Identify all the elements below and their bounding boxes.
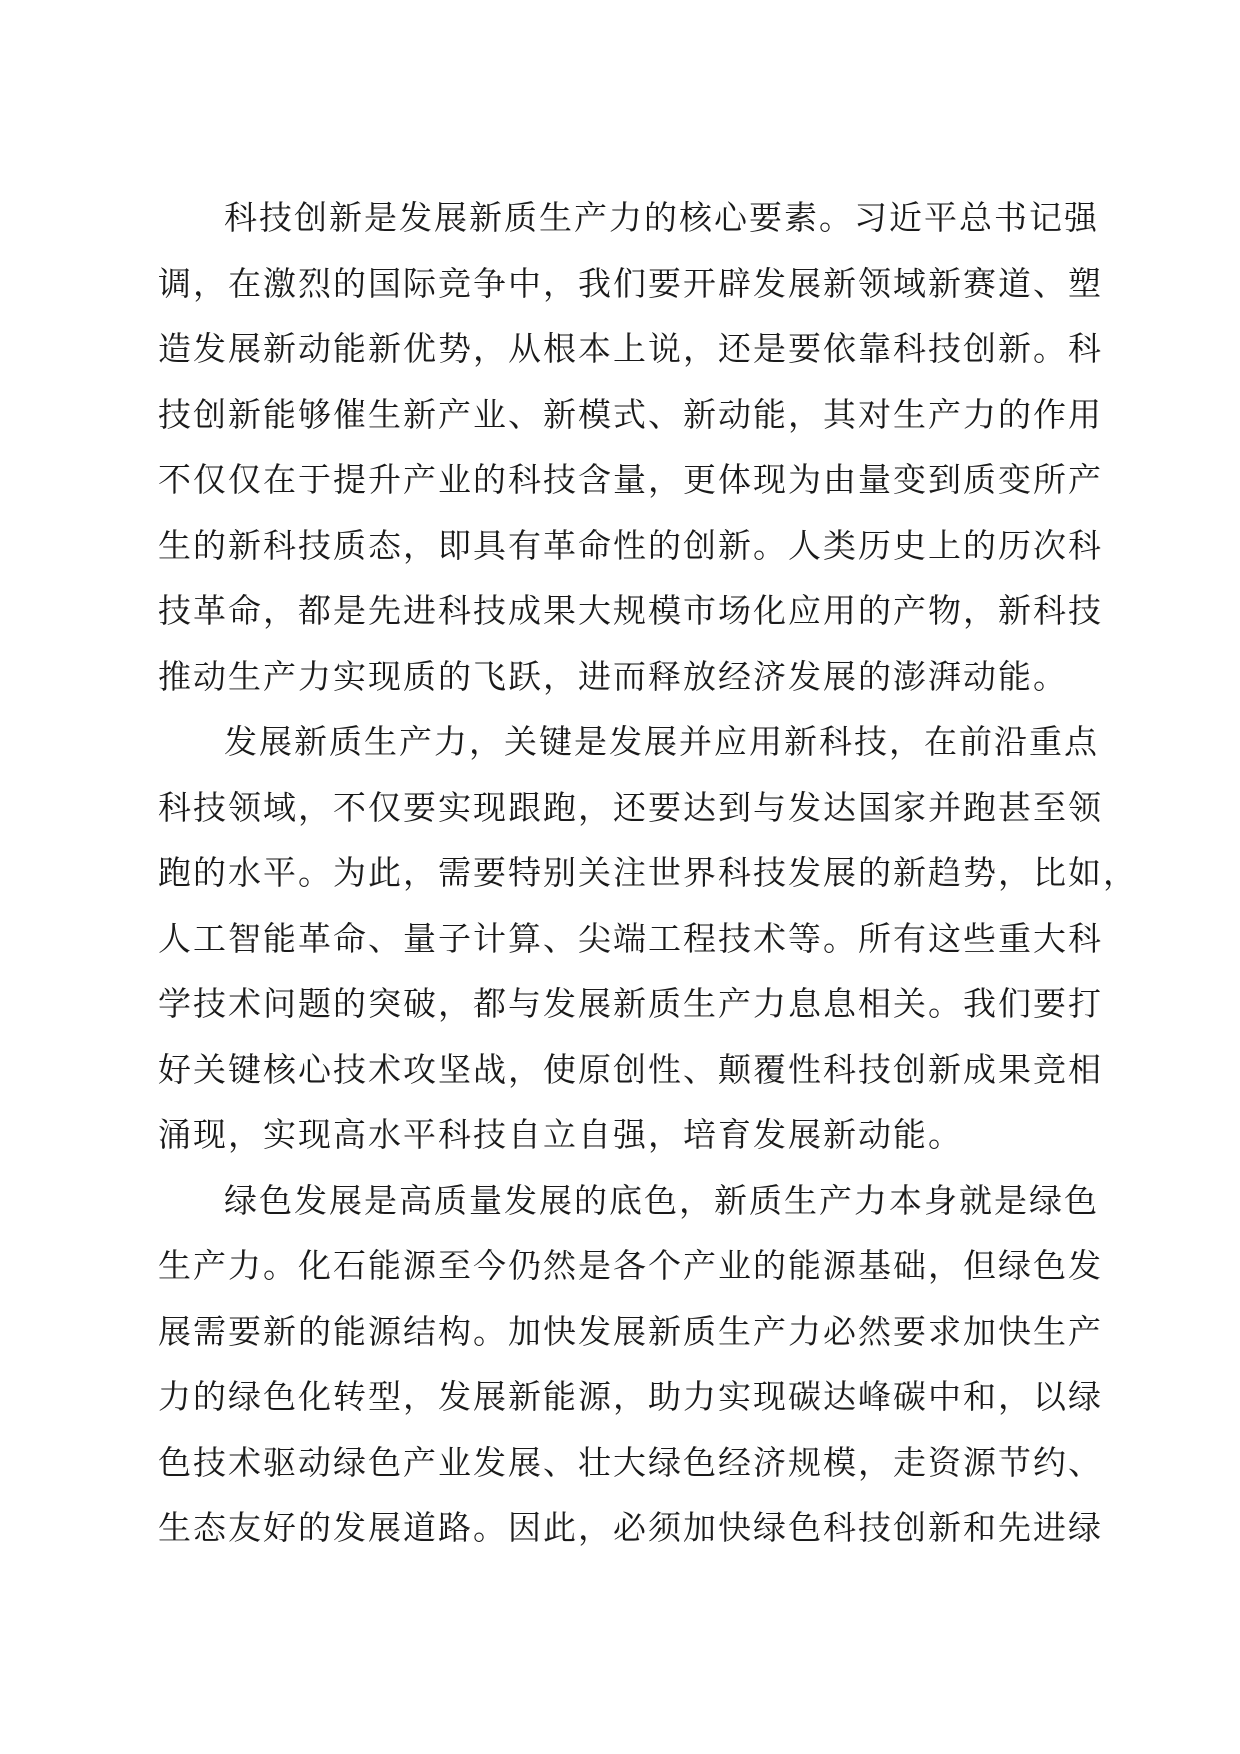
- text-line: 调，在激烈的国际竞争中，我们要开辟发展新领域新赛道、塑: [158, 263, 1103, 303]
- text-line: 发展新质生产力，关键是发展并应用新科技，在前沿重点: [224, 722, 1099, 761]
- text-line: 不仅仅在于提升产业的科技含量，更体现为由量变到质变所产: [158, 460, 1103, 499]
- text-line: 好关键核心技术攻坚战，使原创性、颠覆性科技创新成果竞相: [158, 1049, 1103, 1089]
- text-line: 科技领域，不仅要实现跟跑，还要达到与发达国家并跑甚至领: [158, 787, 1103, 827]
- text-line: 生态友好的发展道路。因此，必须加快绿色科技创新和先进绿: [158, 1508, 1103, 1547]
- text-line: 跑的水平。为此，需要特别关注世界科技发展的新趋势，比如，: [158, 853, 1138, 892]
- text-line: 色技术驱动绿色产业发展、壮大绿色经济规模，走资源节约、: [158, 1442, 1103, 1482]
- text-line: 学技术问题的突破，都与发展新质生产力息息相关。我们要打: [158, 984, 1103, 1023]
- text-line: 涌现，实现高水平科技自立自强，培育发展新动能。: [158, 1115, 963, 1154]
- paragraph: [158, 185, 1103, 709]
- text-line: 生的新科技质态，即具有革命性的创新。人类历史上的历次科: [158, 525, 1103, 565]
- document-body: [158, 185, 1138, 1561]
- text-line: 生产力。化石能源至今仍然是各个产业的能源基础，但绿色发: [158, 1246, 1103, 1285]
- text-line: 技创新能够催生新产业、新模式、新动能，其对生产力的作用: [158, 394, 1103, 434]
- text-line: 力的绿色化转型，发展新能源，助力实现碳达峰碳中和，以绿: [158, 1377, 1103, 1416]
- text-line: 人工智能革命、量子计算、尖端工程技术等。所有这些重大科: [158, 918, 1103, 958]
- text-line: 技革命，都是先进科技成果大规模市场化应用的产物，新科技: [158, 591, 1103, 630]
- text-line: 展需要新的能源结构。加快发展新质生产力必然要求加快生产: [158, 1311, 1103, 1351]
- paragraph: [158, 709, 1138, 1168]
- text-line: 推动生产力实现质的飞跃，进而释放经济发展的澎湃动能。: [158, 656, 1068, 696]
- text-line: 绿色发展是高质量发展的底色，新质生产力本身就是绿色: [224, 1180, 1099, 1220]
- paragraph: [158, 1168, 1103, 1561]
- text-line: 造发展新动能新优势，从根本上说，还是要依靠科技创新。科: [158, 329, 1103, 368]
- text-line: 科技创新是发展新质生产力的核心要素。习近平总书记强: [224, 198, 1099, 237]
